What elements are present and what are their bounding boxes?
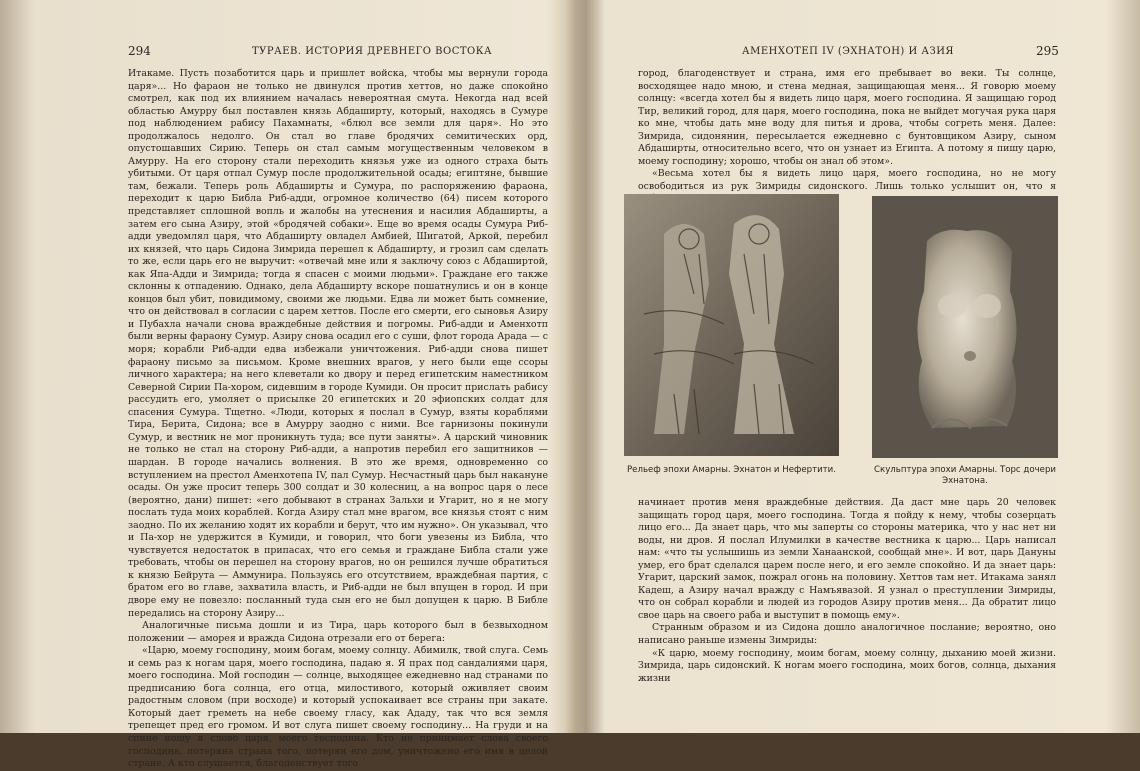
- left-paragraph-3: «Царю, моему господину, моим богам, моему солнцу. Абимилк, твой слуга. Семь и семь раз к ногам царя, моего господина, падаю я. Я прах под сандалиями царя, моего господина. Мой господин — солнце, выходящее ежедневно над странами по предписанию бога солнца, его отца, милостивого, который оживляет своим радостным словом (при восходе) и который успокаивает все страны при закате. Который дает греметь на небе своему гласу, как Ададу, так что вся земля трепещет пред его громом. И вот слуга пишет своему господину... На груди и на спине ношу я слово царя, моего господина. Кто не принимает слова своего господина, потеряна страна того, потерян его дом, уничтожено его имя в целой стране. А кто слушается, благоденствует того: [128, 645, 548, 770]
- torso-image: [872, 196, 1058, 458]
- right-body-text-top: [638, 68, 1056, 206]
- right-page: [582, 0, 1140, 733]
- left-paragraph-1: Итакаме. Пусть позаботится царь и пришлет войска, чтобы мы вернули города царя»... Но фараон не только не двинулся против хеттов, но даже спокойно смотрел, как под их влиянием началась невероятная смута. Некогда над всей областью Амурру был поставлен князь Абдаширту, который, находясь в Сумуре под наблюдением рабису Пахамнаты, «блюл все земли для царя». Но это продолжалось недолго. Он стал во главе бродячих семитических орд, опустошавших Сирию. Теперь он стал самым могущественным человеком в Амурру. На его сторону стали переходить князья уже из одного страха быть убитыми. От царя отпал Сумур после продолжительной осады; египтяне, бывшие там, бежали. Теперь роль Абдаширты и Сумура, по распоряжению фараона, переходит к царю Библа Риб-адди, огромное количество (64) писем которого представляет сплошной вопль и жалобы на утеснения и насилия Абдаширты, а затем его сына Азиру, этой «бродячей собаки». Еще во время осады Сумура Риб-адди уведомлял царя, что Абдаширту овладел Амбией, Шигатой, Аркой, перебил их князей, что царь Сидона Зимрида перешел к Абдаширту, и грозил сам сделать то же, если царь его не выручит: «отвечай мне или я заключу союз с Абдаширтой, как Япа-Адди и Зимрида; тогда я спасен с моими людьми». Граждане его также склонны к отпадению. Однако, дела Абдаширту вскоре пошатнулись и он в конце концов был убит, повидимому, своими же людьми. Едва ли может быть сомнение, что он действовал в согласии с царем хеттов. После его смерти, его сыновья Азиру и Пубахла начали снова враждебные действия и погромы. Риб-адди и Аменхотп были верны фараону Сумур. Азиру снова осадил его с суши, флот города Арада — с моря; корабли Риб-адди едва избежали уничтожения. Риб-адди снова пишет фараону письмо за письмом. Кроме внешних врагов, у него были еще ссоры личного характера; на него клеветали ко двору и перед египетским наместником Северной Сирии Па-хором, сидевшим в городе Кумиди. Он просит прислать рабису рассудить его, умоляет о присылке 20 египетских и 20 эфиопских солдат для спасения Сумура. Тщетно. «Люди, которых я послал в Сумур, взяты кораблями Тира, Берита, Сидона; все в Амурру заодно с ними. Все гарнизоны покинули Сумур, и вестник не мог проникнуть туда; все пути заняты». А царский чиновник не только не стал на сторону Риб-адди, а напротив перебил его защитников — шардан. В городе начались волнения. В это же время, одновременно со вступлением на престол Аменхотепа IV, пал Сумур. Несчастный царь был накануне осады. Он уже просит теперь 300 солдат и 30 колесниц, а на вопрос царя о лесе (вероятно, дани) пишет: «его добывают в странах Зальхи и Угарит, но я не могу послать туда моих кораблей. Когда Азиру стал мне врагом, все князья стоят с ним заодно. По их желанию ходят их корабли и берут, что им нужно». Он указывал, что и Па-хор не удержится в Кумиди, и говорил, что боги увезены из Библа, что чувствуется недостаток в припасах, что его семья и граждане Библа стали уже требовать, чтобы он перешел на сторону врагов, но он решился лучше обратиться к князю Бейрута — Аммунира. Пользуясь его отсутствием, враждебная партия, с братом его во главе, захватила власть, и Риб-адди не был впущен в город. И при дворе ему не повезло: посланный туда сын его не был допущен к царю. В Библе передались на сторону Азиру...: [128, 68, 548, 619]
- right-paragraph-4: Странным образом и из Сидона дошло аналогичное послание; вероятно, оно написано раньше измены Зимриды:: [638, 622, 1056, 647]
- left-body-text: [128, 68, 548, 771]
- torso-figure: [872, 196, 1058, 458]
- left-page-number: 294: [128, 44, 151, 58]
- right-paragraph-5: «К царю, моему господину, моим богам, моему солнцу, дыханию моей жизни. Зимрида, царь сидонский. К ногам моего господина, моих богов, солнца, дыхания жизни: [638, 647, 1056, 684]
- right-paragraph-2: «Весьма хотел бы я видеть лицо царя, моего господина, но не могу освободиться из рук Зимриды сидонского. Лишь только услышит он, что я: [638, 168, 1056, 192]
- left-paragraph-2: Аналогичные письма дошли и из Тира, царь которого был в безвыходном положении — аморея и вражда Сидона отрезали его от берега:: [128, 620, 548, 644]
- right-body-text-bottom: [638, 497, 1056, 685]
- torso-caption: Скульптура эпохи Амарны. Торс дочери Эхнатона.: [874, 465, 1056, 486]
- right-running-head: АМЕНХОТЕП IV (ЭХНАТОН) И АЗИЯ: [742, 46, 955, 57]
- relief-image: [624, 194, 839, 456]
- right-page-number: 295: [1036, 44, 1059, 58]
- left-running-head: ТУРАЕВ. ИСТОРИЯ ДРЕВНЕГО ВОСТОКА: [252, 46, 493, 57]
- relief-caption: Рельеф эпохи Амарны. Эхнатон и Нефертити.: [627, 465, 836, 475]
- relief-figure: [624, 194, 839, 456]
- right-paragraph-1: город, благоденствует и страна, имя его пребывает во веки. Ты солнце, восходящее надо мною, и стена медная, защищающая меня... Я говорю моему солнцу: «всегда хотел бы я видеть лицо царя, моего господина. Я защищаю город Тир, великий город, для царя, моего господина, пока не выйдет могучая рука царя ко мне, чтобы дать мне воду для питья и дрова, чтобы согреть меня. Далее: Зимрида, сидонянин, пересылается ежедневно с бунтовщиком Азиру, сыном Абдаширты, относительно всего, что он узнает из Египта. А потому я пишу царю, моему господину; хорошо, чтобы он знал об этом».: [638, 68, 1056, 167]
- right-paragraph-3: начинает против меня враждебные действия. Да даст мне царь 20 человек защищать город царя, моего господина. Тогда я пойду к нему, чтобы созерцать лицо его... Да знает царь, что мы заперты со стороны материка, что у нас нет ни воды, ни дров. Я послал Илумилки в качестве вестника к царю... Царь написал нам: «что ты услышишь из земли Ханаанской, сообщай мне». И вот, царь Дануны умер, его брат сделался царем после него, и его земле спокойно. И да знает царь: Угарит, царский замок, пожрал огонь на половину. Хеттов там нет. Итакама занял Кадеш, а Азиру начал вражду с Намъявазой. Я узнал о преступлении Зимриды, что он собрал корабли и людей из городов Азиру против меня... Да обратит лицо свое царь на своего раба и выступит в помощь ему».: [638, 497, 1056, 621]
